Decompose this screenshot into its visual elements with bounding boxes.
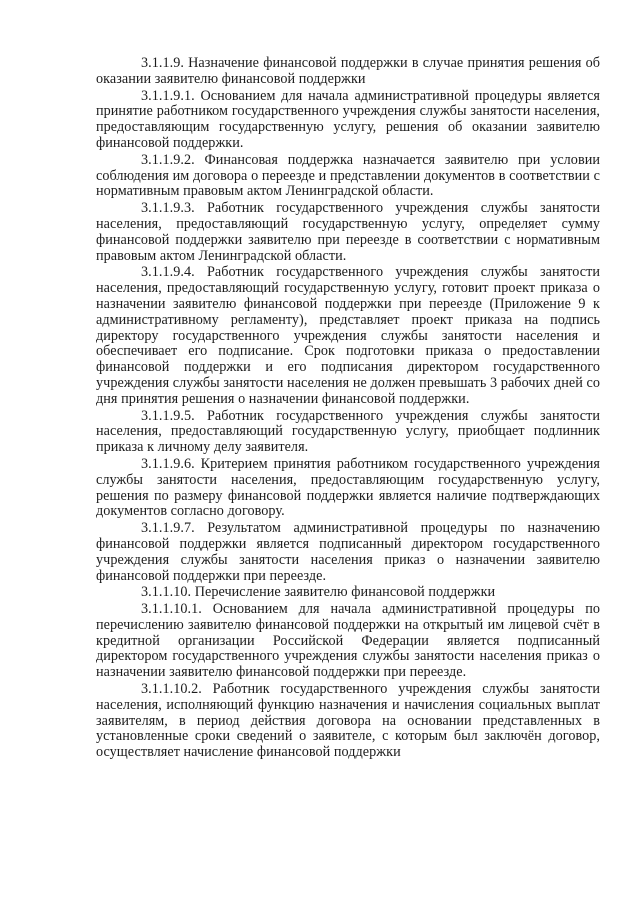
paragraph-3-1-1-10-1: 3.1.1.10.1. Основанием для начала административной процедуры по перечислению заявителю финансовой поддержки на открытый им лицевой счёт в кредитной организации Российской Федерации является подписанный директором государственного учреждения службы занятости населения приказ о назначении заявителю финансовой поддержки при переезде. xyxy=(96,601,600,681)
paragraph-3-1-1-9-6: 3.1.1.9.6. Критерием принятия работником государственного учреждения службы занятости населения, предоставляющим государственную услугу, решения по размеру финансовой поддержки является наличие подтверждающих документов согласно договору. xyxy=(96,455,600,520)
paragraph-3-1-1-9-2: 3.1.1.9.2. Финансовая поддержка назначается заявителю при условии соблюдения им договора о переезде и представлении документов в соответствии с нормативным правовым актом Ленинградской области. xyxy=(96,151,600,200)
paragraph-3-1-1-9-5: 3.1.1.9.5. Работник государственного учреждения службы занятости населения, предоставляющий государственную услугу, приобщает подлинник приказа к личному делу заявителя. xyxy=(96,407,600,456)
paragraph-3-1-1-10-2: 3.1.1.10.2. Работник государственного учреждения службы занятости населения, исполняющий функцию назначения и начисления социальных выплат заявителям, в период действия договора на основании представленных в установленные сроки сведений о заявителе, с которым был заключён договор, осуществляет начисление финансовой поддержки xyxy=(96,681,600,761)
paragraph-3-1-1-9-4: 3.1.1.9.4. Работник государственного учреждения службы занятости населения, предоставляющий государственную услугу, готовит проект приказа о назначении заявителю финансовой поддержки при переезде (Приложение 9 к административному регламенту), представляет проект приказа на подпись директору государственного учреждения службы занятости населения и обеспечивает его подписание. Срок подготовки приказа о предоставлении финансовой поддержки и его подписания директором государственного учреждения службы занятости населения не должен превышать 3 рабочих дней со дня принятия решения о назначении финансовой поддержки. xyxy=(96,264,600,407)
document-body xyxy=(96,56,600,761)
paragraph-3-1-1-9-1: 3.1.1.9.1. Основанием для начала административной процедуры является принятие работником государственного учреждения службы занятости населения, предоставляющим государственную услугу, решения об оказании заявителю финансовой поддержки. xyxy=(96,87,600,151)
paragraph-3-1-1-9-7: 3.1.1.9.7. Результатом административной процедуры по назначению финансовой поддержки является подписанный директором государственного учреждения службы занятости населения приказ о назначении заявителю финансовой поддержки при переезде. xyxy=(96,520,600,584)
paragraph-3-1-1-9-3: 3.1.1.9.3. Работник государственного учреждения службы занятости населения, предоставляющий государственную услугу, определяет сумму финансовой поддержки заявителю при переезде в соответствии с нормативным правовым актом Ленинградской области. xyxy=(96,200,600,264)
section-heading-3-1-1-9: 3.1.1.9. Назначение финансовой поддержки в случае принятия решения об оказании заявителю финансовой поддержки xyxy=(96,55,600,87)
section-heading-3-1-1-10: 3.1.1.10. Перечисление заявителю финансовой поддержки xyxy=(141,584,496,601)
